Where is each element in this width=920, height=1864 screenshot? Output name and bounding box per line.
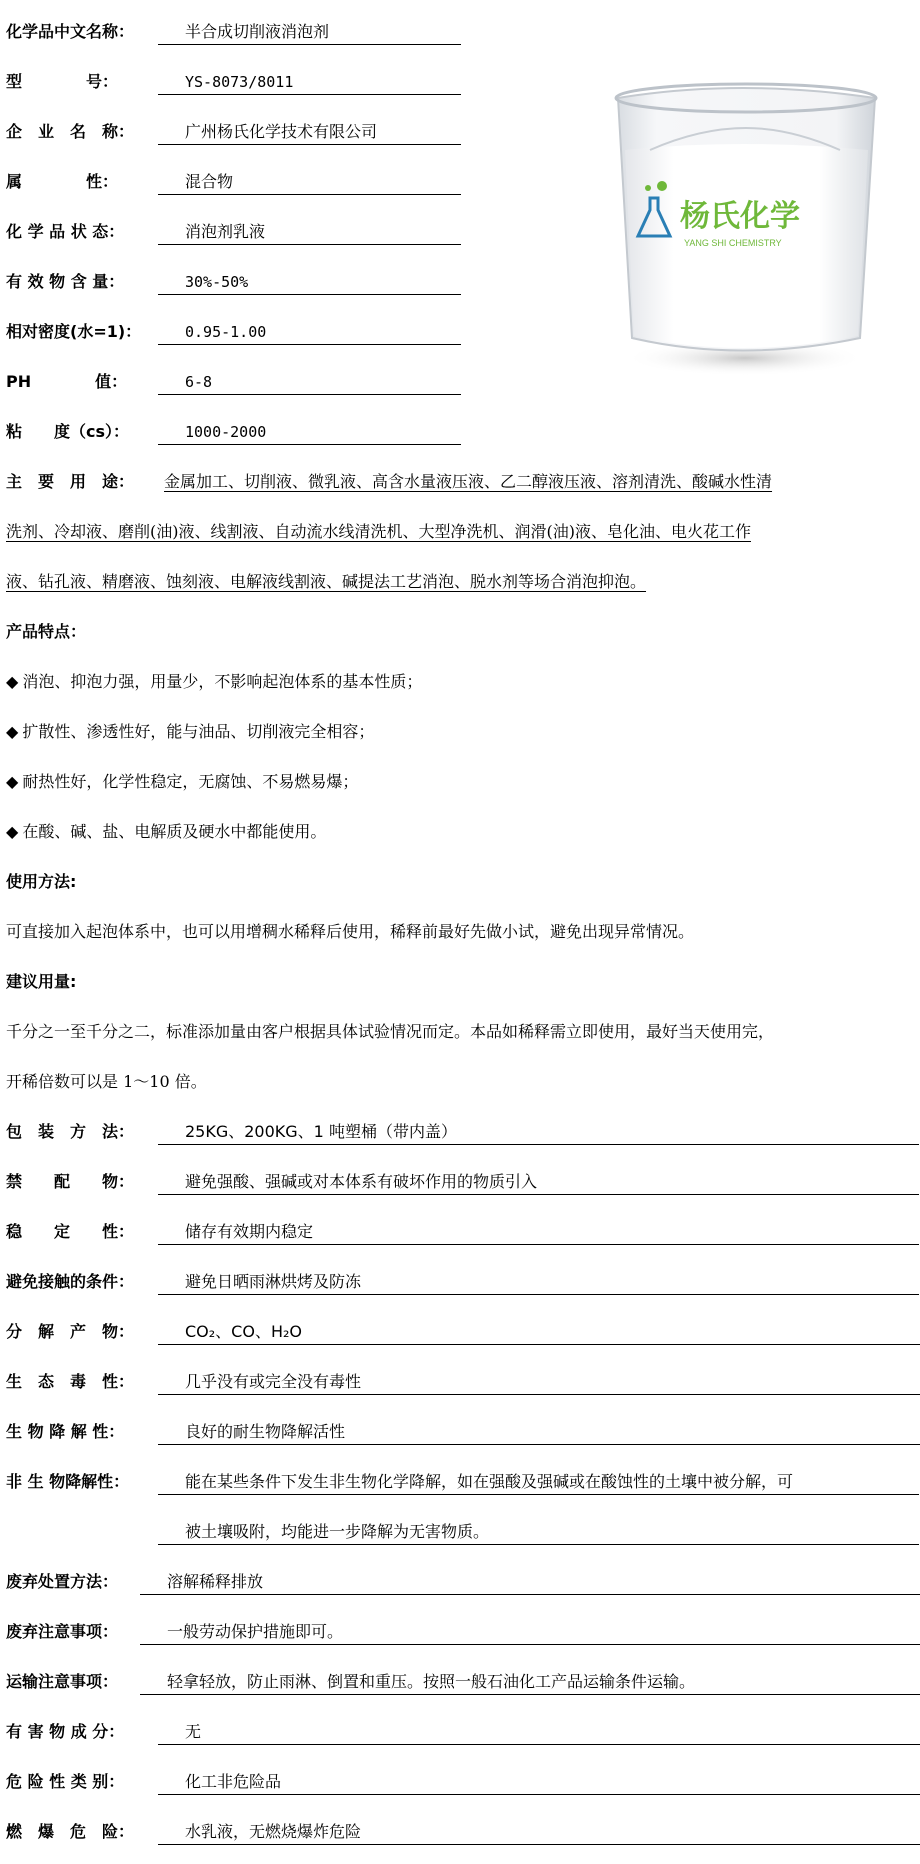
field-content <box>6 272 249 292</box>
field-disposal-method <box>6 1572 264 1592</box>
field-label: 属 性： <box>6 172 119 191</box>
field-label: 化学品中文名称： <box>6 22 135 41</box>
field-label: 型 号： <box>6 72 119 91</box>
field-label: 避免接触的条件： <box>6 1272 135 1291</box>
field-label: 非 生 物降解性： <box>6 1472 130 1491</box>
usage-text: 金属加工、切削液、微乳液、高含水量液压液、乙二醇液压液、溶剂清洗、酸碱水性清 <box>164 472 773 491</box>
field-label: 禁 配 物： <box>6 1172 135 1191</box>
field-value: CO₂、CO、H₂O <box>158 1322 920 1345</box>
usage-label: 主 要 用 途： <box>6 472 135 491</box>
diamond-bullet-icon: ◆ <box>6 722 19 741</box>
method-text: 可直接加入起泡体系中，也可以用增稠水稀释后使用，稀释前最好先做小试，避免出现异常情况。 <box>6 922 695 941</box>
field-label: 运输注意事项： <box>6 1672 119 1691</box>
field-value: 30%-50% <box>158 272 461 295</box>
diamond-bullet-icon: ◆ <box>6 772 19 791</box>
field-label: 有 害 物 成 分： <box>6 1722 125 1741</box>
field-hazardous-components <box>6 1722 202 1742</box>
diamond-bullet-icon: ◆ <box>6 822 19 841</box>
field-viscosity <box>6 422 267 442</box>
field-ecotoxicity <box>6 1372 362 1392</box>
field-value: 0.95-1.00 <box>158 322 461 345</box>
field-chinese-name <box>6 22 330 42</box>
method-heading: 使用方法: <box>6 872 77 891</box>
field-value: 无 <box>158 1722 920 1745</box>
feature-text: 在酸、碱、盐、电解质及硬水中都能使用。 <box>22 822 327 841</box>
field-label: 包 装 方 法： <box>6 1122 135 1141</box>
field-model <box>6 72 294 92</box>
field-value: 半合成切削液消泡剂 <box>158 22 461 45</box>
usage-line-3 <box>6 572 646 592</box>
field-value: 一般劳动保护措施即可。 <box>140 1622 920 1645</box>
field-state <box>6 222 266 242</box>
field-label: 企 业 名 称： <box>6 122 135 141</box>
field-value: 被土壤吸附，均能进一步降解为无害物质。 <box>158 1522 919 1545</box>
field-stability <box>6 1222 314 1242</box>
field-biodegradability <box>6 1422 346 1442</box>
usage-text: 液、钻孔液、精磨液、蚀刻液、电解液线割液、碱提法工艺消泡、脱水剂等场合消泡抑泡。 <box>6 572 647 591</box>
feature-item <box>6 672 422 692</box>
field-property <box>6 172 234 192</box>
field-hazard-class <box>6 1772 282 1792</box>
field-value: 几乎没有或完全没有毒性 <box>158 1372 920 1395</box>
field-value: 能在某些条件下发生非生物化学降解，如在强酸及强碱或在酸蚀性的土壤中被分解，可 <box>158 1472 919 1495</box>
field-label: 分 解 产 物： <box>6 1322 135 1341</box>
feature-item <box>6 722 374 742</box>
field-label: 稳 定 性： <box>6 1222 135 1241</box>
field-value: 化工非危险品 <box>158 1772 920 1795</box>
field-value: 1000-2000 <box>158 422 461 445</box>
field-label: 生 态 毒 性： <box>6 1372 135 1391</box>
usage-text: 洗剂、冷却液、磨削(油)液、线割液、自动流水线清洗机、大型净洗机、润滑(油)液、皂化油、电火花工作 <box>6 522 751 541</box>
feature-text: 耐热性好，化学性稳定，无腐蚀、不易燃易爆； <box>22 772 359 791</box>
features-heading: 产品特点： <box>6 622 87 641</box>
field-value: 储存有效期内稳定 <box>158 1222 919 1245</box>
product-beaker-image <box>590 58 910 388</box>
field-value: 消泡剂乳液 <box>158 222 461 245</box>
logo-text: 杨氏化学 <box>680 200 800 233</box>
field-abiotic-degradation <box>6 1472 794 1492</box>
field-value: 25KG、200KG、1 吨塑桶（带内盖） <box>158 1122 919 1145</box>
field-label: 废弃处置方法： <box>6 1572 119 1591</box>
field-label: 燃 爆 危 险： <box>6 1822 135 1841</box>
field-packaging <box>6 1122 457 1142</box>
field-label: PH 值： <box>6 372 128 391</box>
field-avoid-conditions <box>6 1272 362 1292</box>
feature-text: 扩散性、渗透性好，能与油品、切削液完全相容； <box>22 722 375 741</box>
field-value: 溶解稀释排放 <box>140 1572 920 1595</box>
field-value: 广州杨氏化学技术有限公司 <box>158 122 461 145</box>
feature-item <box>6 772 358 792</box>
field-label: 有 效 物 含 量： <box>6 272 125 291</box>
field-value: 混合物 <box>158 172 461 195</box>
field-label: 相对密度(水=1)： <box>6 322 142 341</box>
feature-text: 消泡、抑泡力强，用量少，不影响起泡体系的基本性质； <box>22 672 423 691</box>
field-density <box>6 322 267 342</box>
field-value: 良好的耐生物降解活性 <box>158 1422 920 1445</box>
field-label: 危 险 性 类 别： <box>6 1772 125 1791</box>
logo-subtext: YANG SHI CHEMISTRY <box>684 238 782 248</box>
diamond-bullet-icon: ◆ <box>6 672 19 691</box>
field-value: 水乳液，无燃烧爆炸危险 <box>158 1822 920 1845</box>
field-value: 6-8 <box>158 372 461 395</box>
field-label: 化 学 品 状 态： <box>6 222 125 241</box>
field-value: 避免强酸、强碱或对本体系有破坏作用的物质引入 <box>158 1172 919 1195</box>
field-value: 轻拿轻放，防止雨淋、倒置和重压。按照一般石油化工产品运输条件运输。 <box>140 1672 920 1695</box>
field-company <box>6 122 378 142</box>
field-label: 废弃注意事项： <box>6 1622 119 1641</box>
usage-line-1 <box>6 472 772 492</box>
field-disposal-notes <box>6 1622 344 1642</box>
field-incompatible <box>6 1172 538 1192</box>
field-label: 粘 度（cs）： <box>6 422 130 441</box>
field-decomposition <box>6 1322 302 1342</box>
field-label: 生 物 降 解 性： <box>6 1422 125 1441</box>
feature-item <box>6 822 326 842</box>
usage-line-2 <box>6 522 751 542</box>
field-value: YS-8073/8011 <box>158 72 461 95</box>
field-ph <box>6 372 213 392</box>
dosage-text-1: 千分之一至千分之二，标准添加量由客户根据具体试验情况而定。本品如稀释需立即使用，最好当天使用完， <box>6 1022 775 1041</box>
dosage-text-2: 开稀倍数可以是 1～10 倍。 <box>6 1072 207 1091</box>
field-value: 避免日晒雨淋烘烤及防冻 <box>158 1272 919 1295</box>
field-transport-notes <box>6 1672 696 1692</box>
field-explosion-hazard <box>6 1822 362 1842</box>
dosage-heading: 建议用量: <box>6 972 77 991</box>
